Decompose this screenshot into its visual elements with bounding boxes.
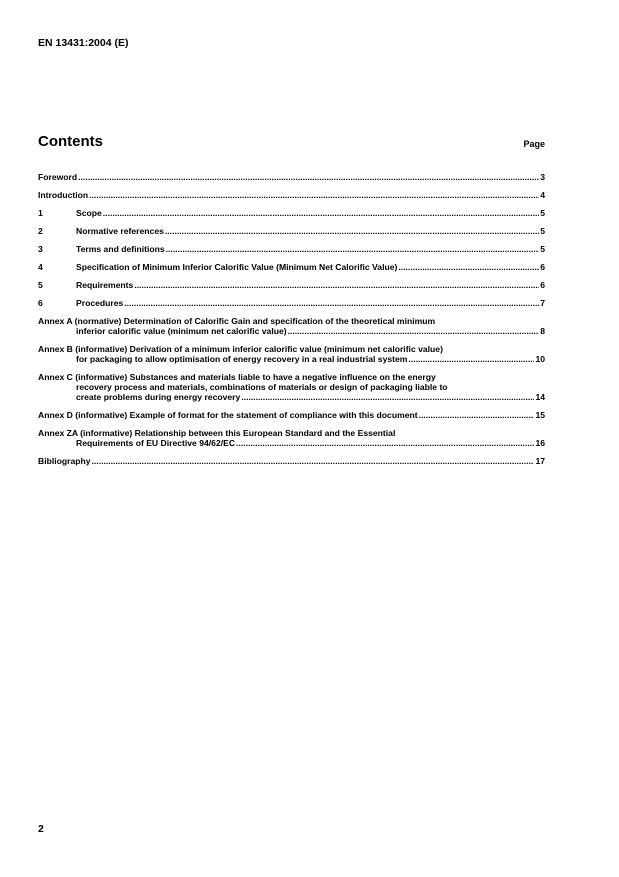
toc-page: 8 [540, 326, 545, 336]
toc-entry-annex-c[interactable] [38, 372, 545, 402]
toc-entry-annex-a[interactable] [38, 316, 545, 336]
toc-page: 17 [535, 456, 545, 466]
contents-title: Contents [38, 133, 103, 150]
dot-leader [236, 438, 534, 448]
toc-label: Procedures [76, 298, 124, 308]
toc-section-number: 1 [38, 208, 43, 218]
toc-section-number: 5 [38, 280, 43, 290]
toc-label: Bibliography [38, 456, 91, 466]
toc-page: 5 [540, 226, 545, 236]
toc-page: 3 [540, 172, 545, 182]
toc-label: Annex ZA (informative) Relationship between this European Standard and the Essential [38, 428, 396, 438]
dot-leader [419, 410, 535, 420]
toc-section-number: 4 [38, 262, 43, 272]
toc-page: 16 [535, 438, 545, 448]
toc-label: Normative references [76, 226, 164, 236]
dot-leader [288, 326, 540, 336]
dot-leader [166, 244, 540, 254]
dot-leader [408, 354, 534, 364]
toc-page: 15 [535, 410, 545, 420]
toc-entry-procedures[interactable] [38, 298, 545, 308]
dot-leader [241, 392, 534, 402]
toc-page: 6 [540, 280, 545, 290]
toc-label: Annex A (normative) Determination of Calorific Gain and specification of the theoretical minimum [38, 316, 436, 326]
toc-label: Annex C (informative) Substances and materials liable to have a negative influence on the energy [38, 372, 436, 382]
toc-label: Annex D (informative) Example of format for the statement of compliance with this document [38, 410, 418, 420]
toc-label-continuation: inferior calorific value (minimum net calorific value) [76, 326, 287, 336]
dot-leader [103, 208, 539, 218]
toc-label: Terms and definitions [76, 244, 165, 254]
dot-leader [78, 172, 539, 182]
dot-leader [124, 298, 539, 308]
toc-page: 6 [540, 262, 545, 272]
toc-entry-foreword[interactable] [38, 172, 545, 182]
toc-entry-annex-za[interactable] [38, 428, 545, 448]
toc-label: Foreword [38, 172, 78, 182]
table-of-contents [38, 172, 545, 474]
toc-label-continuation: create problems during energy recovery [76, 392, 241, 402]
toc-section-number: 2 [38, 226, 43, 236]
toc-label: Scope [76, 208, 102, 218]
dot-leader [398, 262, 539, 272]
toc-page: 10 [535, 354, 545, 364]
toc-page: 7 [540, 298, 545, 308]
toc-label-continuation: for packaging to allow optimisation of energy recovery in a real industrial system [76, 354, 408, 364]
dot-leader [89, 190, 539, 200]
toc-page: 14 [535, 392, 545, 402]
dot-leader [165, 226, 539, 236]
dot-leader [134, 280, 539, 290]
toc-label-continuation: recovery process and materials, combinations of materials or design of packaging liable to [76, 382, 448, 392]
toc-page: 4 [540, 190, 545, 200]
document-header: EN 13431:2004 (E) [38, 37, 129, 49]
toc-label: Annex B (informative) Derivation of a minimum inferior calorific value (minimum net calorific value) [38, 344, 443, 354]
page-number: 2 [38, 823, 44, 835]
toc-entry-annex-d[interactable] [38, 410, 545, 420]
toc-page: 5 [540, 208, 545, 218]
toc-label-continuation: Requirements of EU Directive 94/62/EC [76, 438, 236, 448]
dot-leader [92, 456, 535, 466]
toc-section-number: 3 [38, 244, 43, 254]
toc-label: Specification of Minimum Inferior Calorific Value (Minimum Net Calorific Value) [76, 262, 398, 272]
toc-entry-introduction[interactable] [38, 190, 545, 200]
toc-label: Introduction [38, 190, 89, 200]
toc-entry-bibliography[interactable] [38, 456, 545, 466]
page-column-label: Page [523, 139, 545, 149]
toc-entry-terms-and-definitions[interactable] [38, 244, 545, 254]
toc-label: Requirements [76, 280, 134, 290]
toc-entry-requirements[interactable] [38, 280, 545, 290]
toc-section-number: 6 [38, 298, 43, 308]
toc-entry-annex-b[interactable] [38, 344, 545, 364]
toc-entry-scope[interactable] [38, 208, 545, 218]
toc-entry-normative-references[interactable] [38, 226, 545, 236]
toc-page: 5 [540, 244, 545, 254]
toc-entry-specification[interactable] [38, 262, 545, 272]
